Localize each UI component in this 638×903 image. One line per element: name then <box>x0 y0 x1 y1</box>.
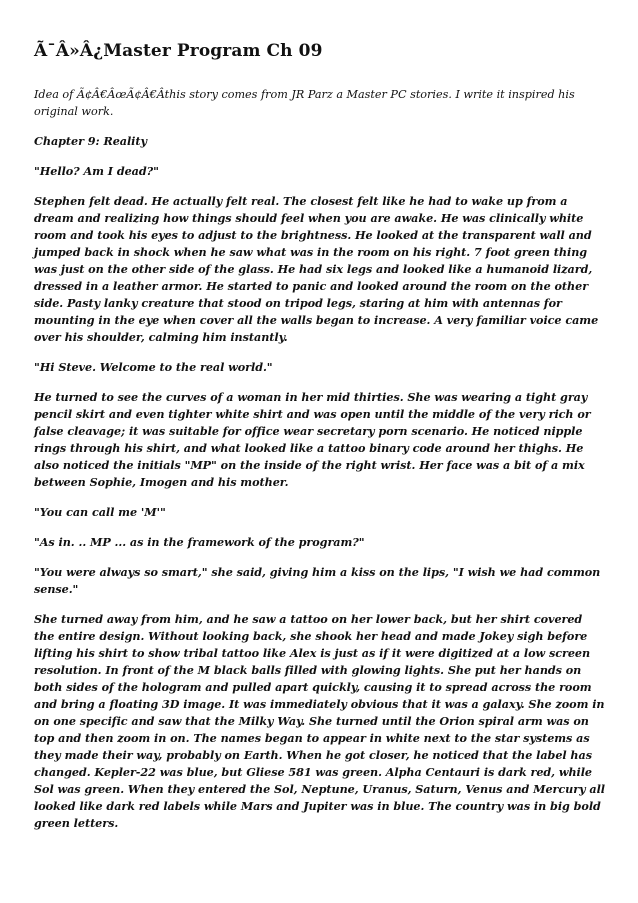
chapter-heading: Chapter 9: Reality <box>34 134 147 148</box>
paragraph-1: "Hello? Am I dead?" <box>34 164 159 178</box>
paragraph-4: He turned to see the curves of a woman in her mid thirties. She was wearing a tight gray pencil skirt and even tighter white shirt and was open until the middle of the very rich or false cleavage; it was suitable for office wear secretary porn scenario. He noticed nipple rings through his shirt, and what looked like a tattoo binary code around her thighs. He also noticed the initials "MP" on the inside of the right wrist. Her face was a bit of a mix between Sophie, Imogen and his mother. <box>34 390 591 489</box>
paragraph-7: "You were always so smart," she said, giving him a kiss on the lips, "I wish we had common sense." <box>34 565 601 596</box>
paragraph-3: "Hi Steve. Welcome to the real world." <box>34 360 273 374</box>
intro-paragraph: Idea of Ã¢Â€ÂœÃ¢Â€Âthis story comes from JR Parz a Master PC stories. I write it inspired his original work. <box>34 88 575 118</box>
paragraph-5: "You can call me 'M'" <box>34 505 166 519</box>
paragraph-6: "As in. .. MP ... as in the framework of the program?" <box>34 535 365 549</box>
paragraph-8: She turned away from him, and he saw a tattoo on her lower back, but her shirt covered the entire design. Without looking back, she shook her head and made Jokey sigh before lifting his shirt to show tribal tattoo like Alex is just as if it were digitized at a low screen resolution. In front of the M black balls filled with glowing lights. She put her hands on both sides of the hologram and pulled apart quickly, causing it to spread across the room and bring a floating 3D image. It was immediately obvious that it was a galaxy. She zoom in on one specific and saw that the Milky Way. She turned until the Orion spiral arm was on top and then zoom in on. The names began to appear in white next to the star systems as they made their way, probably on Earth. When he got closer, he noticed that the label has changed. Kepler-22 was blue, but Gliese 581 was green. Alpha Centauri is dark red, while Sol was green. When they entered the Sol, Neptune, Uranus, Saturn, Venus and Mercury all looked like dark red labels while Mars and Jupiter was in blue. The country was in big bold green letters. <box>34 612 605 830</box>
paragraph-2: Stephen felt dead. He actually felt real. The closest felt like he had to wake up from a dream and realizing how things should feel when you are awake. He was clinically white room and took his eyes to adjust to the brightness. He looked at the transparent wall and jumped back in shock when he saw what was in the room on his right. 7 foot green thing was just on the other side of the glass. He had six legs and looked like a humanoid lizard, dressed in a leather armor. He started to panic and looked around the room on the other side. Pasty lanky creature that stood on tripod legs, staring at him with antennas for mounting in the eye when cover all the walls began to increase. A very familiar voice came over his shoulder, calming him instantly. <box>34 194 599 344</box>
document-page <box>34 40 606 845</box>
document-title: Ã¯Â»Â¿Master Program Ch 09 <box>34 41 323 61</box>
